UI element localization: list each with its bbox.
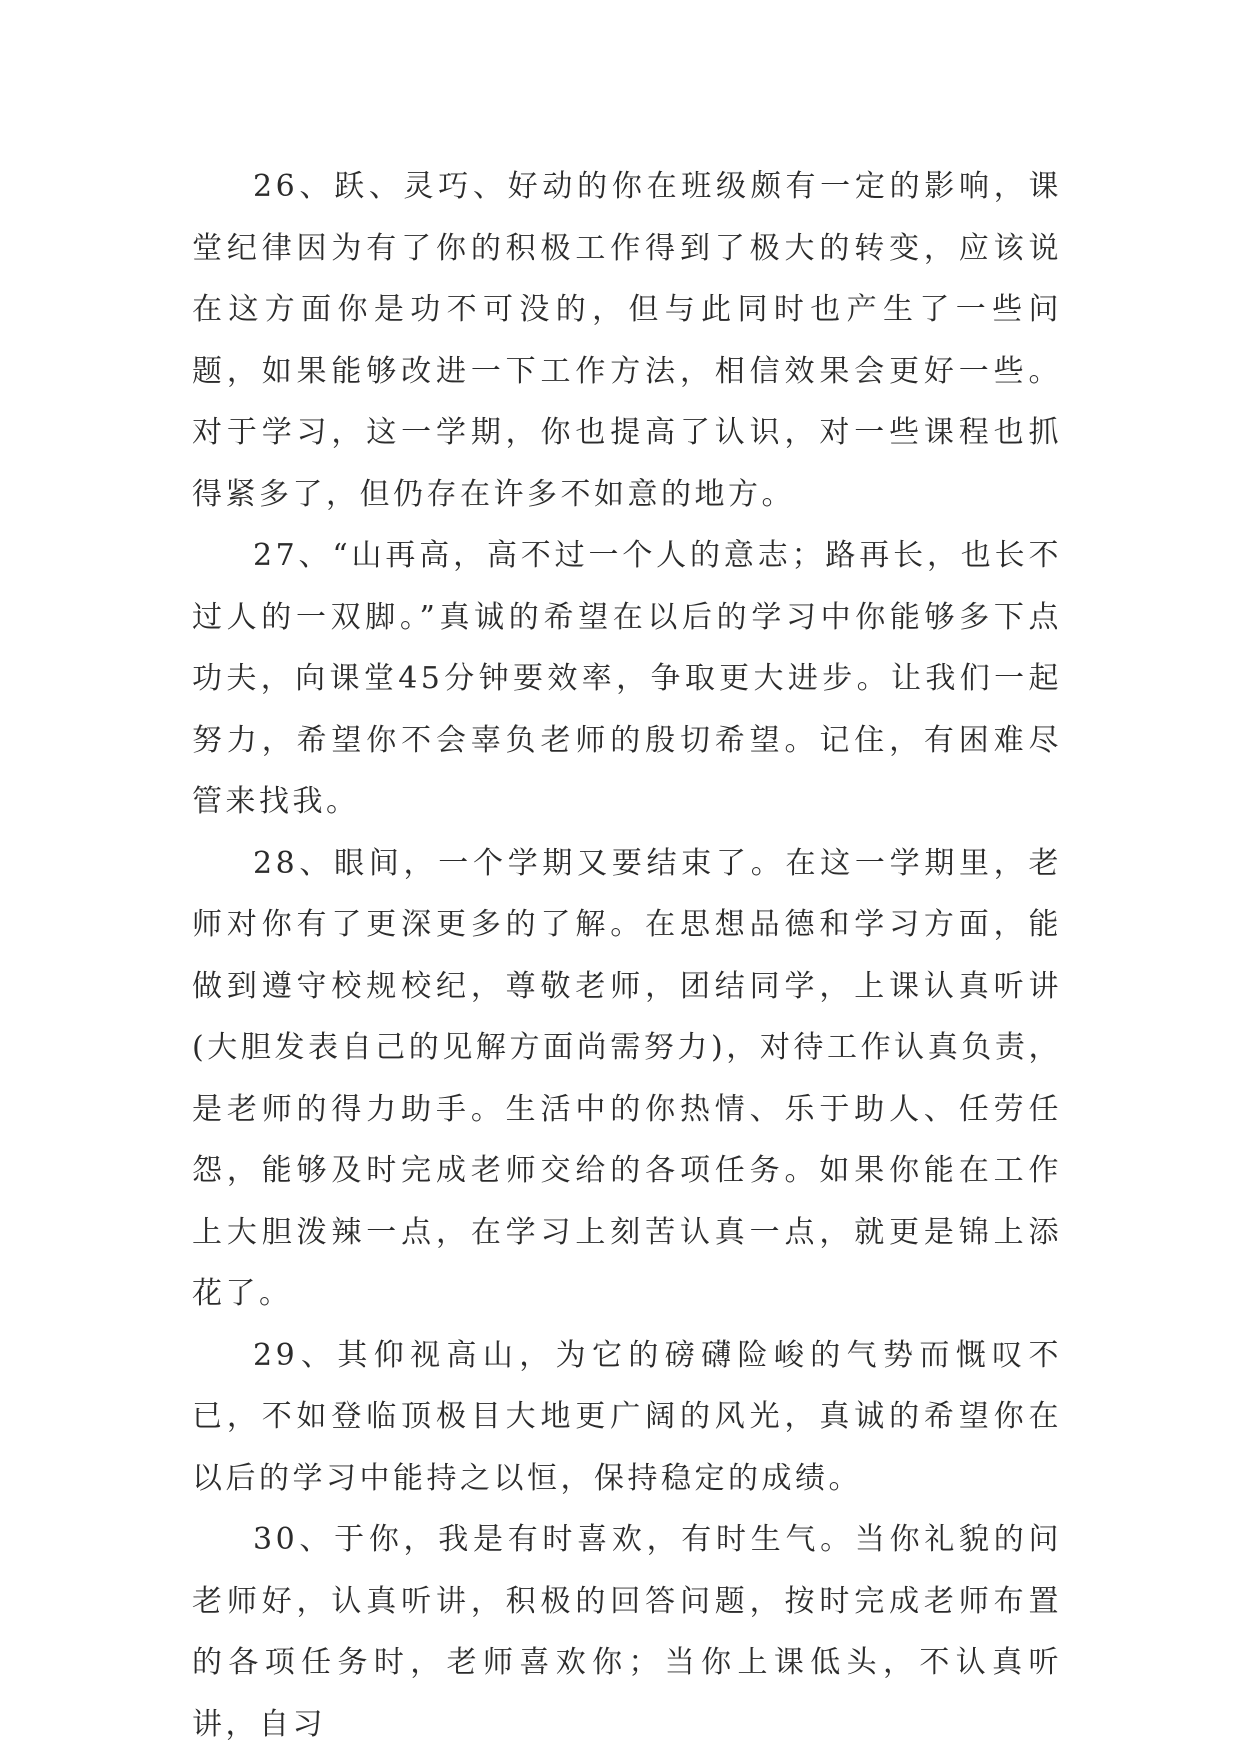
- comment-paragraph-30: 30、于你，我是有时喜欢，有时生气。当你礼貌的问老师好，认真听讲，积极的回答问题，按时完成老师布置的各项任务时，老师喜欢你；当你上课低头，不认真听讲，自习: [192, 1522, 1062, 1742]
- comment-paragraph-29: 29、其仰视高山，为它的磅礴险峻的气势而慨叹不已，不如登临顶极目大地更广阔的风光，真诚的希望你在以后的学习中能持之以恒，保持稳定的成绩。: [192, 1337, 1062, 1496]
- document-body: [192, 156, 1062, 1755]
- comment-paragraph-26: 26、跃、灵巧、好动的你在班级颇有一定的影响，课堂纪律因为有了你的积极工作得到了极大的转变，应该说在这方面你是功不可没的，但与此同时也产生了一些问题，如果能够改进一下工作方法，相信效果会更好一些。对于学习，这一学期，你也提高了认识，对一些课程也抓得紧多了，但仍存在许多不如意的地方。: [192, 169, 1062, 512]
- comment-paragraph-27: 27、“山再高，高不过一个人的意志；路再长，也长不过人的一双脚。”真诚的希望在以后的学习中你能够多下点功夫，向课堂45分钟要效率，争取更大进步。让我们一起努力，希望你不会辜负老师的殷切希望。记住，有困难尽管来找我。: [192, 538, 1062, 819]
- comment-paragraph-28: 28、眼间，一个学期又要结束了。在这一学期里，老师对你有了更深更多的了解。在思想品德和学习方面，能做到遵守校规校纪，尊敬老师，团结同学，上课认真听讲(大胆发表自己的见解方面尚需努力)，对待工作认真负责，是老师的得力助手。生活中的你热情、乐于助人、任劳任怨，能够及时完成老师交给的各项任务。如果你能在工作上大胆泼辣一点，在学习上刻苦认真一点，就更是锦上添花了。: [192, 845, 1062, 1311]
